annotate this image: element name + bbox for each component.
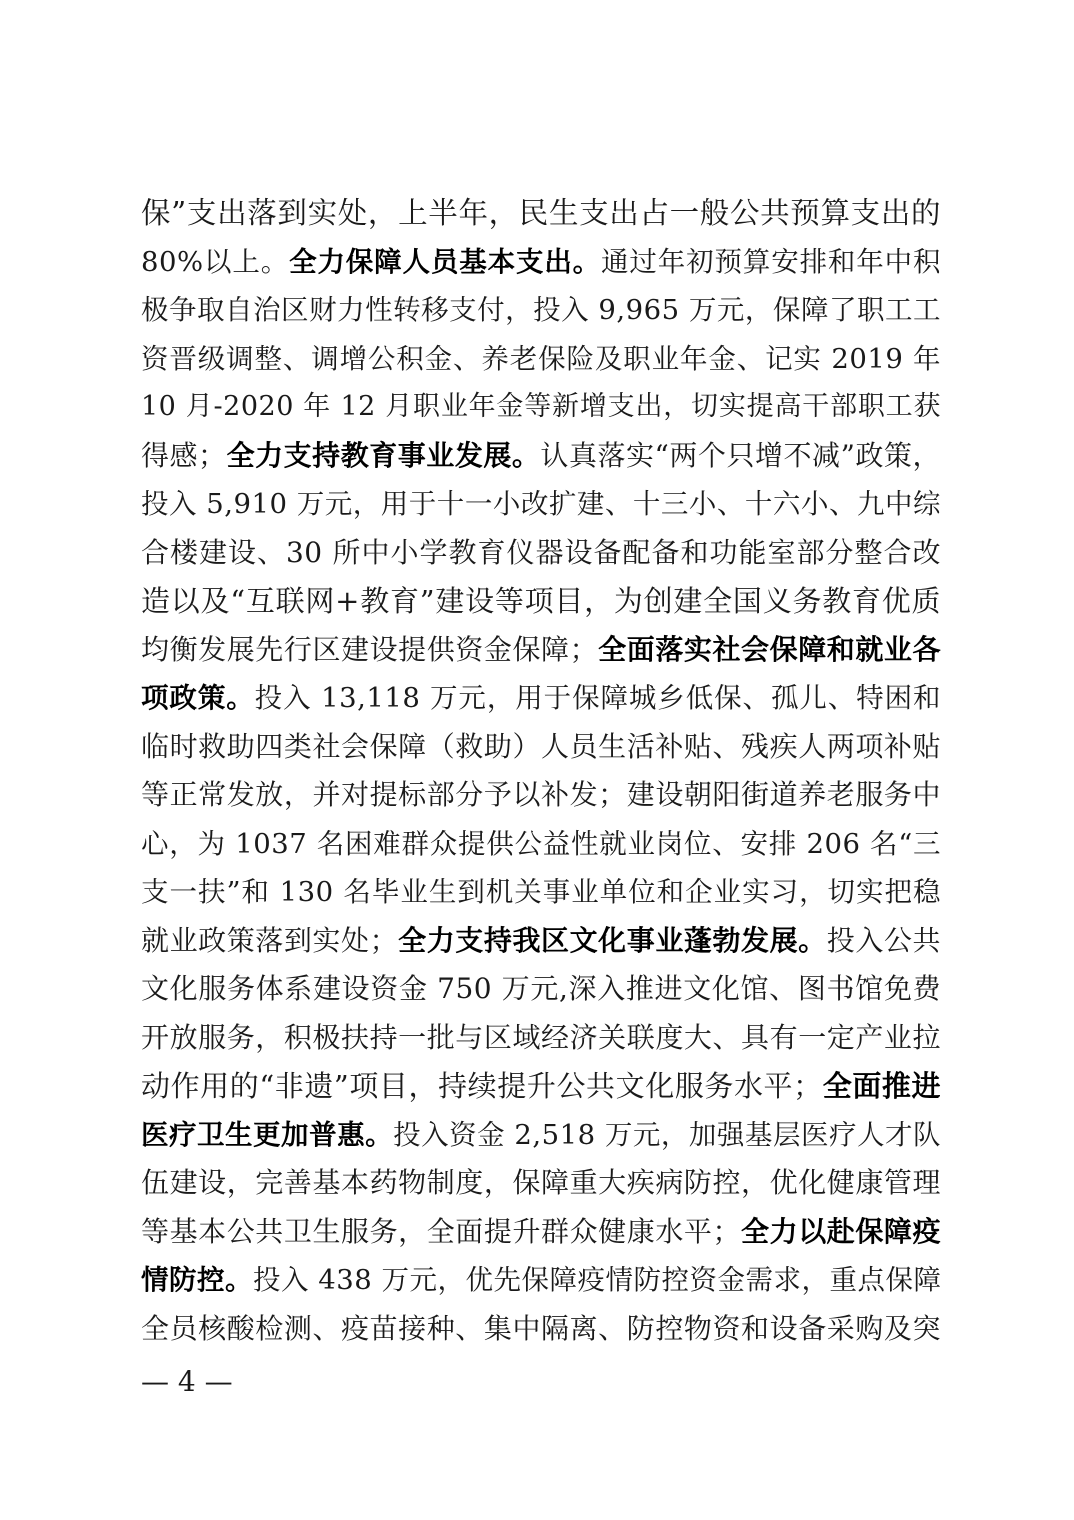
- text-segment: 投入资金 2,518 万元，加强基层医疗人才队: [393, 1118, 942, 1151]
- text-segment: 文化服务体系建设资金 750 万元,深入推进文化馆、图书馆免费: [141, 972, 941, 1005]
- text-line: [141, 577, 941, 626]
- text-segment: 80%以上。: [141, 245, 290, 278]
- text-line: [141, 626, 941, 675]
- bold-heading-segment: 项政策。: [141, 682, 255, 714]
- text-segment: 投入公共: [826, 923, 941, 957]
- text-line: [141, 1062, 941, 1111]
- text-segment: 等正常发放，并对提标部分予以补发；建设朝阳街道养老服务中: [141, 778, 941, 811]
- text-line: [141, 286, 941, 335]
- text-line: [141, 383, 941, 432]
- text-line: [141, 335, 941, 384]
- text-segment: 心，为 1037 名困难群众提供公益性就业岗位、安排 206 名“三: [141, 827, 941, 860]
- text-segment: 开放服务，积极扶持一批与区域经济关联度大、具有一定产业拉: [141, 1020, 941, 1054]
- text-segment: 全员核酸检测、疫苗接种、集中隔离、防控物资和设备采购及突: [141, 1311, 941, 1345]
- text-line: [141, 723, 941, 772]
- text-segment: 10 月-2020 年 12 月职业年金等新增支出，切实提高干部职工获: [141, 391, 941, 422]
- text-line: [141, 820, 941, 869]
- text-line: [141, 1305, 941, 1354]
- text-line: [141, 1014, 941, 1063]
- bold-heading-segment: 全力支持教育事业发展。: [226, 438, 541, 472]
- text-segment: 合楼建设、30 所中小学教育仪器设备配备和功能室部分整合改: [141, 535, 941, 569]
- bold-heading-segment: 情防控。: [141, 1264, 253, 1296]
- bold-heading-segment: 全力保障人员基本支出。: [289, 245, 602, 278]
- text-line: [141, 1256, 941, 1305]
- text-line: [141, 480, 941, 529]
- page-number: — 4 —: [141, 1365, 233, 1398]
- text-segment: 投入 13,118 万元，用于保障城乡低保、孤儿、特困和: [254, 682, 941, 714]
- text-segment: 等基本公共卫生服务，全面提升群众健康水平；: [141, 1214, 741, 1248]
- text-line: [141, 771, 941, 820]
- text-line: [141, 965, 941, 1014]
- text-segment: 保”支出落到实处，上半年，民生支出占一般公共预算支出的: [141, 196, 941, 230]
- text-segment: 支一扶”和 130 名毕业生到机关事业单位和企业实习，切实把稳: [141, 876, 941, 908]
- text-line: [141, 238, 941, 287]
- text-segment: 认真落实“两个只增不减”政策，: [540, 438, 941, 472]
- text-segment: 极争取自治区财力性转移支付，投入 9,965 万元，保障了职工工: [141, 294, 941, 326]
- text-line: [141, 1208, 941, 1257]
- text-line: [141, 1159, 941, 1208]
- bold-heading-segment: 全面落实社会保障和就业各: [598, 632, 941, 666]
- bold-heading-segment: 全力以赴保障疫: [740, 1214, 941, 1248]
- text-segment: 就业政策落到实处；: [141, 923, 399, 957]
- text-segment: 伍建设，完善基本药物制度，保障重大疾病防控，优化健康管理: [141, 1166, 941, 1199]
- text-line: [141, 917, 941, 966]
- text-segment: 通过年初预算安排和年中积: [601, 245, 942, 278]
- bold-heading-segment: 医疗卫生更加普惠。: [141, 1118, 394, 1151]
- text-line: [141, 868, 941, 917]
- text-segment: 临时救助四类社会保障（救助）人员生活补贴、残疾人两项补贴: [141, 729, 941, 763]
- text-segment: 得感；: [141, 438, 227, 472]
- bold-heading-segment: 全面推进: [822, 1069, 941, 1103]
- body-text: [141, 189, 941, 1353]
- text-segment: 动作用的“非遗”项目，持续提升公共文化服务水平；: [141, 1069, 823, 1103]
- text-line: [141, 529, 941, 578]
- bold-heading-segment: 全力支持我区文化事业蓬勃发展。: [398, 923, 827, 957]
- text-segment: 均衡发展先行区建设提供资金保障；: [141, 632, 599, 666]
- text-line: [141, 674, 941, 723]
- text-segment: 投入 5,910 万元，用于十一小改扩建、十三小、十六小、九中综: [141, 488, 941, 520]
- text-segment: 资晋级调整、调增公积金、养老保险及职业年金、记实 2019 年: [141, 342, 941, 375]
- text-segment: 投入 438 万元，优先保障疫情防控资金需求，重点保障: [253, 1264, 942, 1296]
- text-line: [141, 432, 941, 481]
- text-line: [141, 1111, 941, 1160]
- text-segment: 造以及“互联网+教育”建设等项目，为创建全国义务教育优质: [141, 584, 941, 618]
- text-line: [141, 189, 941, 238]
